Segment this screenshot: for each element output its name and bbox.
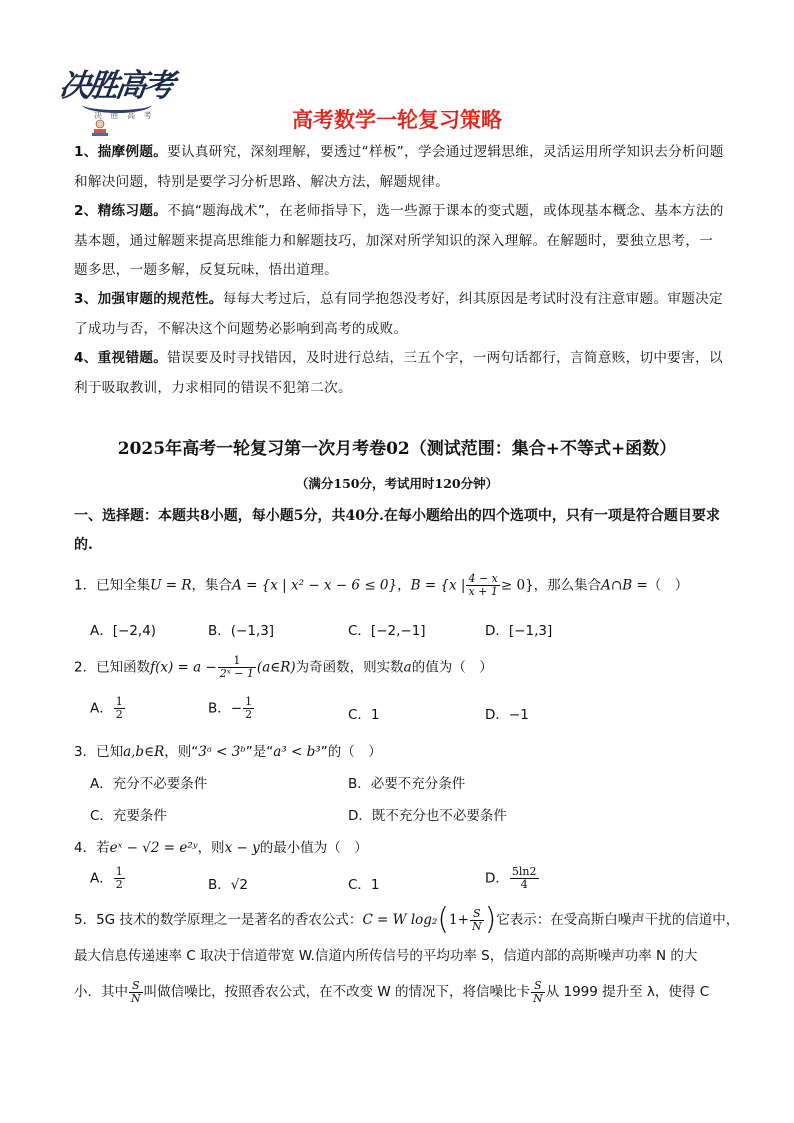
q1-option-d: D．[−1,3] [485, 623, 553, 639]
fraction-numerator: 5ln2 [511, 865, 537, 878]
q5-line-3 [74, 974, 734, 1010]
q1-option-c: C．[−2,−1] [348, 623, 426, 639]
question-4 [74, 836, 734, 856]
fraction-denominator: 2ˣ − 1 [219, 667, 254, 680]
strategy-item-4 [74, 344, 726, 403]
q4-option-c: C．1 [348, 877, 380, 893]
q3-option-a: A．充分不必要条件 [90, 776, 208, 792]
q1-set-a: A = {x | x² − x − 6 ≤ 0} [232, 577, 398, 594]
logo-tagline: 决 胜 高 考 [94, 111, 155, 120]
fraction-numerator: 1 [115, 865, 123, 878]
fraction-denominator: 2 [245, 708, 253, 721]
q1-text: ，那么集合 [533, 577, 602, 594]
paren-open: ( [437, 902, 450, 937]
strategy-item-2 [74, 197, 726, 286]
strategy-item-head: 1、揣摩例题。 [74, 144, 168, 160]
q1-universal-set: U = R [150, 577, 192, 594]
q5-text: 它表示：在受高斯白噪声干扰的信道中， [496, 912, 740, 928]
strategy-item-3 [74, 285, 726, 344]
q2-variable: a [403, 659, 412, 676]
q4-option-b: B．√2 [208, 877, 248, 893]
question-2 [74, 655, 734, 680]
q1-intersection: A∩B = [601, 577, 648, 594]
fraction-denominator: 4 [520, 878, 528, 891]
strategy-item-1 [74, 138, 726, 197]
question-1 [74, 573, 734, 598]
q5-text: 小．其中 [74, 984, 128, 1000]
fraction-numerator: S [129, 980, 143, 993]
q5-line-1: 5．5G 技术的数学原理之一是著名的香农公式：C = W log₂(1+ $\frac{S}{N}$ )它表示：在受高斯白噪声干扰的信道中， [74, 902, 740, 937]
q3-condition-1: 3ᵃ < 3ᵇ [198, 744, 246, 760]
q2-option-a [90, 696, 126, 721]
q1-set-b-fraction [466, 573, 499, 598]
exam-title: 2025年高考一轮复习第一次月考卷02（测试范围：集合+不等式+函数） [117, 439, 677, 459]
q1-text: ， [397, 577, 411, 594]
q1-option-a: A．[−2,4) [90, 623, 157, 639]
fraction-numerator: 4 − x [468, 572, 498, 585]
strategy-item-head: 3、加强审题的规范性。 [74, 291, 223, 307]
fraction-numerator: S [470, 908, 484, 921]
question-5 [74, 902, 740, 1010]
q4-equation: eˣ − √2 = e²ʸ [109, 840, 198, 856]
q1-prefix: 1．已知全集 [74, 577, 151, 594]
option-label: A． [90, 700, 113, 717]
option-fraction [114, 696, 125, 721]
q2-prefix: 2．已知函数 [74, 659, 151, 676]
q5-text: 叫做信噪比，按照香农公式，在不改变 W 的情况下，将信噪比卡 [143, 984, 531, 1000]
q1-text: ，集合 [191, 577, 233, 594]
option-label: A． [90, 870, 113, 887]
q4-prefix: 4．若 [74, 840, 110, 856]
q3-option-c: C．充要条件 [90, 808, 167, 824]
q4-option-a [90, 866, 126, 891]
fraction-numerator: 1 [115, 695, 123, 708]
q3-condition-2: a³ < b³ [273, 744, 321, 760]
option-label: D． [485, 870, 509, 887]
fraction-denominator: N [533, 991, 543, 1005]
q5-formula-fraction [470, 908, 484, 933]
fraction-denominator: N [471, 919, 482, 933]
q1-set-b-prefix: B = {x | [410, 577, 466, 594]
option-fraction [114, 866, 125, 891]
q5-text: 5．5G 技术的数学原理之一是著名的香农公式： [74, 912, 363, 928]
q4-option-d [485, 866, 540, 891]
paren-close: ) [484, 902, 497, 937]
fraction-denominator: N [131, 991, 141, 1005]
strategy-item-body: 每每大考过后，总有同学抱怨没考好，纠其原因是考试时没有注意审题。审题决定了成功与否，不解决这个问题势必影响到高考的成败。 [74, 291, 723, 337]
strategy-item-body: 要认真研究，深刻理解，要透过“样板”，学会通过逻辑思维，灵活运用所学知识去分析问题和解决问题，特别是要学习分析思路、解决方法，解题规律。 [74, 144, 724, 190]
answer-blank: 的最小值为（ ） [259, 840, 368, 856]
q3-text: ”是“ [245, 744, 274, 760]
answer-blank: 的值为（ ） [411, 659, 493, 676]
fraction-denominator: 2 [115, 878, 123, 891]
q2-option-b [208, 696, 255, 721]
q3-variables: a,b∈R [123, 744, 165, 760]
fraction-denominator: x + 1 [468, 585, 498, 598]
snr-fraction [531, 980, 545, 1005]
q2-function: f(x) = a − [150, 659, 217, 676]
q4-expression: x − y [224, 840, 260, 856]
strategy-item-body: 错误要及时寻找错因，及时进行总结，三五个字，一两句话都行，言简意赅，切中要害，以利于吸取教训，力求相同的错误不犯第二次。 [74, 350, 723, 396]
fraction-denominator: 2 [115, 708, 123, 721]
snr-fraction [129, 980, 143, 1005]
q4-text: ，则 [197, 840, 225, 856]
answer-blank: ”的（ ） [320, 744, 382, 760]
q2-domain: (a∈R) [256, 659, 296, 676]
logo-text: 决胜高考 [56, 68, 175, 104]
fraction-numerator: S [531, 980, 545, 993]
q2-option-c: C．1 [348, 707, 380, 723]
section-heading: 一、选择题：本题共8小题，每小题5分，共40分.在每小题给出的四个选项中，只有一项是符合题目要求的. [74, 508, 720, 553]
fraction-numerator: 1 [218, 655, 256, 668]
option-fraction [510, 866, 539, 891]
q3-option-d: D．既不充分也不必要条件 [348, 808, 507, 824]
question-3 [74, 740, 734, 760]
option-fraction [243, 696, 254, 721]
strategy-title: 高考数学一轮复习策略 [292, 108, 502, 132]
q5-formula: C = W log₂ [362, 912, 438, 928]
exam-subtitle: （满分150分，考试用时120分钟） [295, 476, 499, 491]
q5-text: 从 1999 提升至 λ，使得 C [545, 984, 710, 1000]
option-label: B．− [208, 700, 243, 717]
answer-blank: （ ） [647, 577, 689, 594]
q2-text: 为奇函数，则实数 [295, 659, 404, 676]
q2-fraction [218, 655, 256, 680]
strategy-item-body: 不搞“题海战术”，在老师指导下，选一些源于课本的变式题，或体现基本概念、基本方法的基本题，通过解题来提高思维能力和解题技巧，加深对所学知识的深入理解。在解题时，要独立思考，一题多思，一题多解，反复玩味，悟出道理。 [74, 203, 724, 278]
fraction-numerator: 1 [245, 695, 253, 708]
q1-option-b: B．(−1,3] [208, 623, 275, 639]
q2-option-d: D．−1 [485, 707, 529, 723]
q3-prefix: 3．已知 [74, 744, 124, 760]
q3-text: ，则“ [164, 744, 199, 760]
strategy-item-head: 2、精练习题。 [74, 203, 168, 219]
q1-set-b-suffix: ≥ 0} [500, 577, 534, 594]
strategy-item-head: 4、重视错题。 [74, 350, 168, 366]
q3-option-b: B．必要不充分条件 [348, 776, 466, 792]
q5-line-2: 最大信息传递速率 C 取决于信道带宽 W.信道内所传信号的平均功率 S，信道内部的高斯噪声功率 N 的大 [74, 948, 698, 964]
